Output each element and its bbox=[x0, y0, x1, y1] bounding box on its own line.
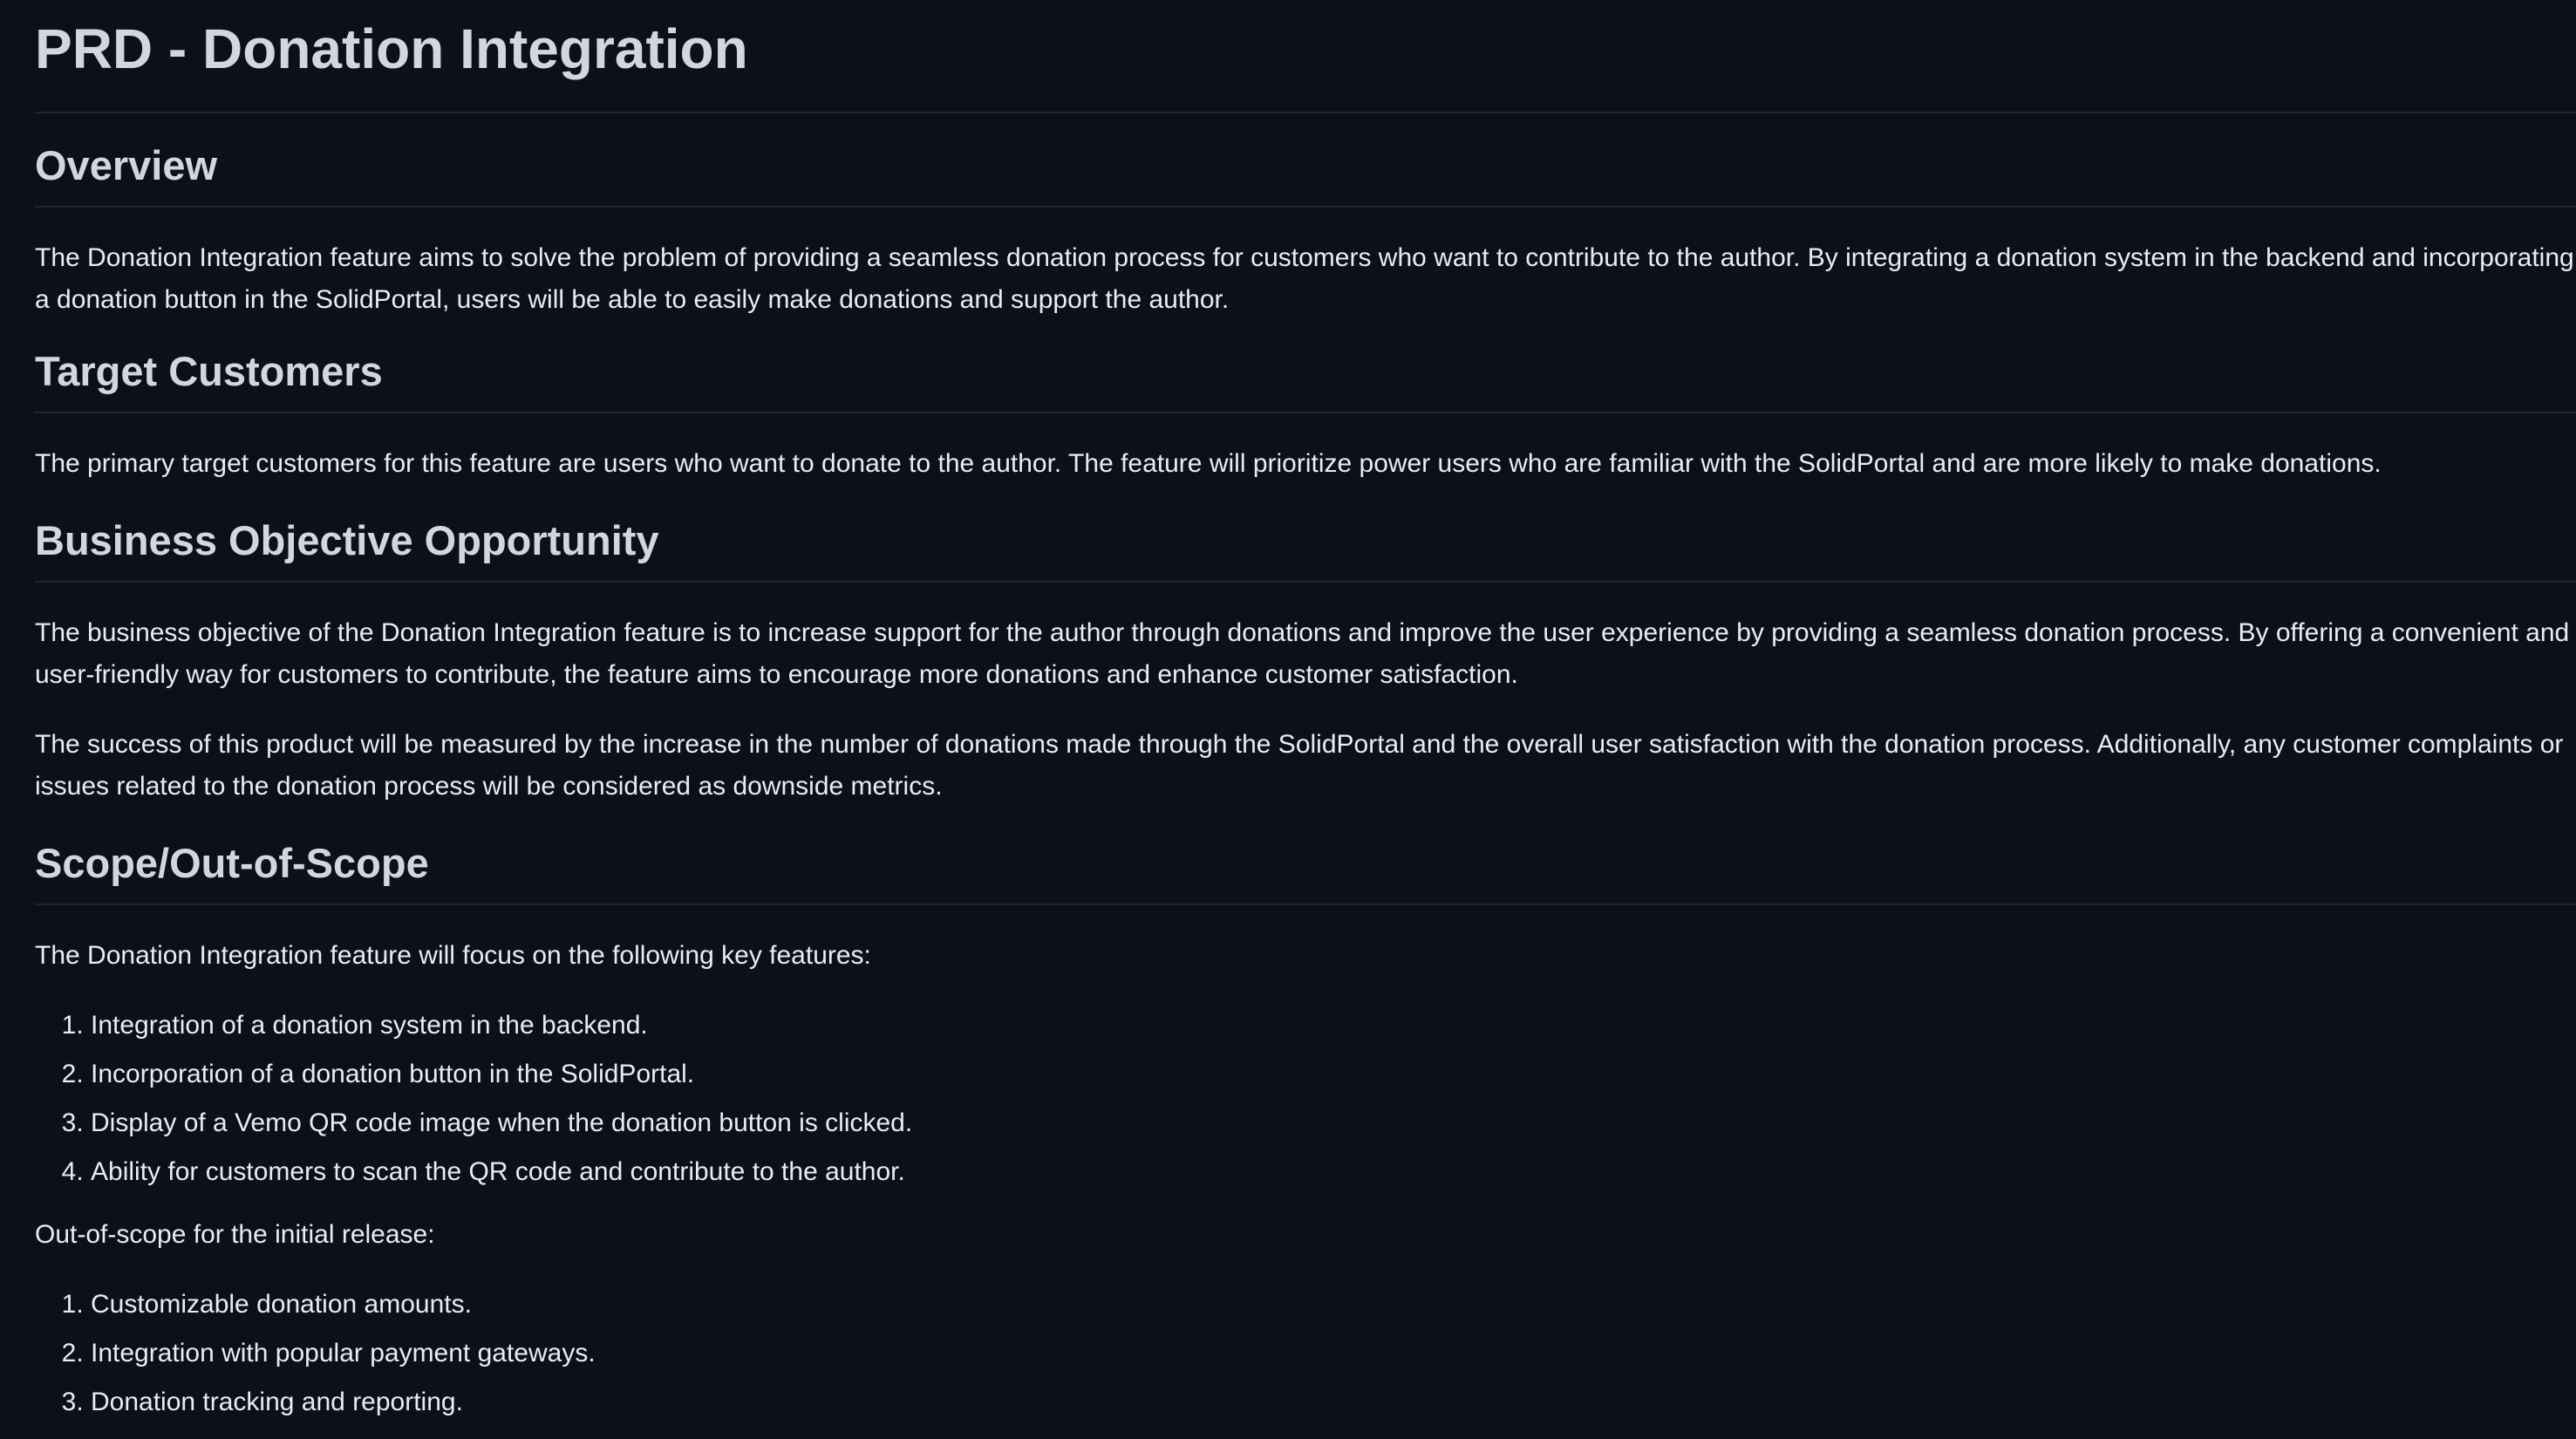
out-of-scope-intro: Out-of-scope for the initial release: bbox=[35, 1220, 435, 1249]
business-objective-paragraph: The business objective of the Donation Integration feature is to increase support for the author through donations and improve the user experience by providing a seamless donation process. By offering a convenient and user-friendly way for customers to contribute, the feature aims to encourage more donations and enhance customer satisfaction. bbox=[35, 618, 2570, 689]
page-title: PRD - Donation Integration bbox=[35, 0, 2576, 113]
markdown-document bbox=[35, 0, 2576, 1430]
overview-paragraph: The Donation Integration feature aims to solve the problem of providing a seamless donation process for customers who want to contribute to the author. By integrating a donation system in the backend and incorporating a donation button in the SolidPortal, users will be able to easily make donations and support the author. bbox=[35, 243, 2574, 314]
business-objective-heading: Business Objective Opportunity bbox=[35, 515, 2576, 583]
list-item: 1. Customizable donation amounts. bbox=[91, 1284, 2576, 1326]
list-item: 2. Integration with popular payment gateways. bbox=[91, 1333, 2576, 1374]
out-of-scope-list bbox=[35, 1284, 2576, 1423]
success-metrics-paragraph: The success of this product will be measured by the increase in the number of donations made through the SolidPortal and the overall user satisfaction with the donation process. Additionally, any customer complaints or issues related to the donation process will be considered as downside metrics. bbox=[35, 730, 2564, 801]
list-item: 2. Incorporation of a donation button in the SolidPortal. bbox=[91, 1054, 2576, 1095]
key-features-list bbox=[35, 1005, 2576, 1193]
target-customers-heading: Target Customers bbox=[35, 345, 2576, 413]
target-customers-paragraph: The primary target customers for this feature are users who want to donate to the author. The feature will prioritize power users who are familiar with the SolidPortal and are more likely to make donations. bbox=[35, 449, 2382, 478]
scope-intro-paragraph: The Donation Integration feature will focus on the following key features: bbox=[35, 941, 871, 970]
list-item: 3. Display of a Vemo QR code image when the donation button is clicked. bbox=[91, 1102, 2576, 1144]
scope-heading: Scope/Out-of-Scope bbox=[35, 837, 2576, 905]
list-item: 3. Donation tracking and reporting. bbox=[91, 1381, 2576, 1423]
list-item: 4. Ability for customers to scan the QR code and contribute to the author. bbox=[91, 1151, 2576, 1193]
list-item: 1. Integration of a donation system in the backend. bbox=[91, 1005, 2576, 1047]
overview-heading: Overview bbox=[35, 140, 2576, 208]
